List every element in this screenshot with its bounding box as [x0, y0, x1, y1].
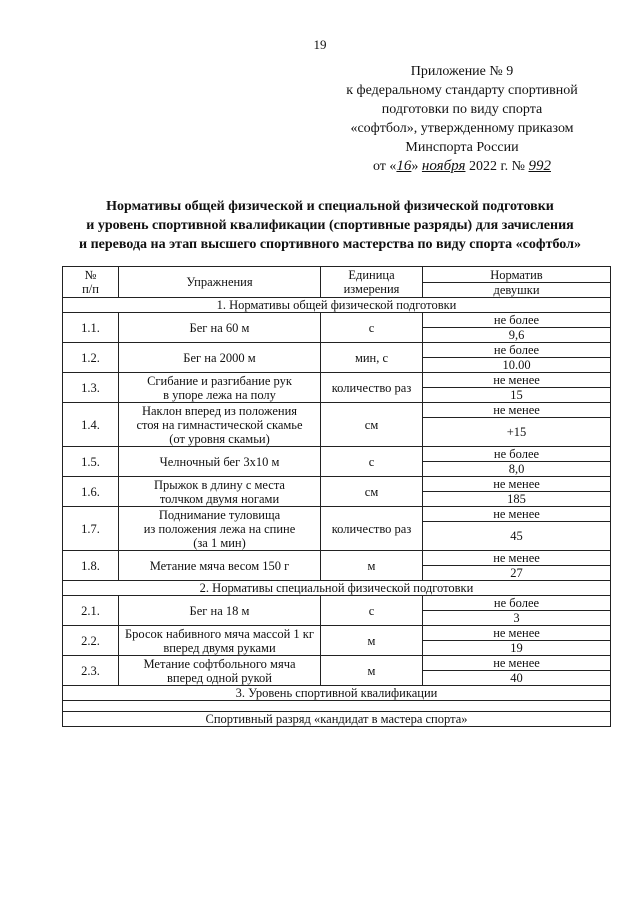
page-number: 19 [313, 37, 327, 52]
row-unit: см [321, 403, 423, 447]
title-line: и перевода на этап высшего спортивного мастерства по виду спорта «софтбол» [79, 237, 581, 252]
row-value: 8,0 [423, 462, 611, 477]
row-num: 1.4. [63, 403, 119, 447]
table-row [63, 313, 611, 328]
spacer-row [63, 701, 611, 712]
row-exercise: Челночный бег 3х10 м [119, 447, 321, 477]
row-num: 1.7. [63, 507, 119, 551]
row-value: 45 [423, 522, 611, 551]
row-qualifier: не менее [423, 477, 611, 492]
row-value: +15 [423, 418, 611, 447]
row-unit: количество раз [321, 373, 423, 403]
qualification-row [63, 712, 611, 727]
header-gender: девушки [423, 283, 611, 298]
row-unit: мин, с [321, 343, 423, 373]
row-num: 1.5. [63, 447, 119, 477]
table-row [63, 626, 611, 641]
row-value: 3 [423, 611, 611, 626]
table-row [63, 447, 611, 462]
row-qualifier: не более [423, 447, 611, 462]
row-exercise: Бег на 18 м [119, 596, 321, 626]
row-unit: с [321, 596, 423, 626]
table-row [63, 507, 611, 522]
row-qualifier: не менее [423, 626, 611, 641]
title-line: Нормативы общей физической и специальной физической подготовки [106, 199, 554, 214]
section-title: 1. Нормативы общей физической подготовки [63, 298, 611, 313]
table-row [63, 403, 611, 418]
row-value: 27 [423, 566, 611, 581]
table-row [63, 373, 611, 388]
empty-row [63, 701, 611, 712]
row-qualifier: не менее [423, 507, 611, 522]
table-row [63, 343, 611, 358]
row-qualifier: не менее [423, 373, 611, 388]
row-value: 40 [423, 671, 611, 686]
row-value: 9,6 [423, 328, 611, 343]
row-num: 1.6. [63, 477, 119, 507]
row-exercise: Бег на 2000 м [119, 343, 321, 373]
row-exercise: Бросок набивного мяча массой 1 кг вперед двумя руками [119, 626, 321, 656]
row-exercise: Наклон вперед из положения стоя на гимнастической скамье (от уровня скамьи) [119, 403, 321, 447]
row-unit: м [321, 626, 423, 656]
qualification-text: Спортивный разряд «кандидат в мастера спорта» [63, 712, 611, 727]
appendix-line: Приложение № 9 [410, 64, 514, 79]
row-num: 1.1. [63, 313, 119, 343]
header-unit: Единица измерения [321, 267, 423, 298]
row-unit: с [321, 447, 423, 477]
table-row [63, 596, 611, 611]
row-unit: м [321, 656, 423, 686]
row-value: 15 [423, 388, 611, 403]
row-value: 185 [423, 492, 611, 507]
section-row [63, 298, 611, 313]
row-exercise: Метание мяча весом 150 г [119, 551, 321, 581]
date-prefix: от « [372, 159, 397, 174]
norms-table [62, 266, 611, 727]
table-row [63, 551, 611, 566]
date-year: 2022 г. № [465, 159, 529, 174]
section-row [63, 686, 611, 701]
row-exercise: Поднимание туловища из положения лежа на спине (за 1 мин) [119, 507, 321, 551]
row-num: 2.3. [63, 656, 119, 686]
row-qualifier: не более [423, 596, 611, 611]
row-unit: с [321, 313, 423, 343]
header-exercise: Упражнения [119, 267, 321, 298]
row-qualifier: не менее [423, 551, 611, 566]
date-day: 16 [396, 158, 412, 174]
row-unit: см [321, 477, 423, 507]
row-num: 2.1. [63, 596, 119, 626]
row-unit: м [321, 551, 423, 581]
section-title: 3. Уровень спортивной квалификации [63, 686, 611, 701]
row-exercise: Сгибание и разгибание рук в упоре лежа на полу [119, 373, 321, 403]
header-num: № п/п [63, 267, 119, 298]
row-value: 10.00 [423, 358, 611, 373]
date-separator: » [411, 159, 422, 174]
row-num: 2.2. [63, 626, 119, 656]
header-norm: Норматив [423, 267, 611, 283]
appendix-line: подготовки по виду спорта [381, 102, 543, 117]
row-exercise: Метание софтбольного мяча вперед одной рукой [119, 656, 321, 686]
row-num: 1.8. [63, 551, 119, 581]
row-qualifier: не менее [423, 403, 611, 418]
table-header-row [63, 267, 611, 283]
row-exercise: Бег на 60 м [119, 313, 321, 343]
title-line: и уровень спортивной квалификации (спортивные разряды) для зачисления [86, 218, 574, 233]
table-row [63, 477, 611, 492]
row-qualifier: не менее [423, 656, 611, 671]
row-num: 1.2. [63, 343, 119, 373]
table-row [63, 656, 611, 671]
row-value: 19 [423, 641, 611, 656]
row-unit: количество раз [321, 507, 423, 551]
row-qualifier: не более [423, 313, 611, 328]
section-row [63, 581, 611, 596]
document-title [40, 197, 620, 254]
section-title: 2. Нормативы специальной физической подготовки [63, 581, 611, 596]
appendix-line: к федеральному стандарту спортивной [346, 83, 578, 98]
row-num: 1.3. [63, 373, 119, 403]
appendix-line: «софтбол», утвержденному приказом [350, 121, 574, 136]
date-month: ноября [421, 158, 466, 174]
appendix-block [317, 62, 607, 176]
order-number: 992 [528, 158, 551, 174]
appendix-line: Минспорта России [405, 140, 519, 155]
row-exercise: Прыжок в длину с места толчком двумя ногами [119, 477, 321, 507]
appendix-date-line [317, 157, 607, 176]
row-qualifier: не более [423, 343, 611, 358]
